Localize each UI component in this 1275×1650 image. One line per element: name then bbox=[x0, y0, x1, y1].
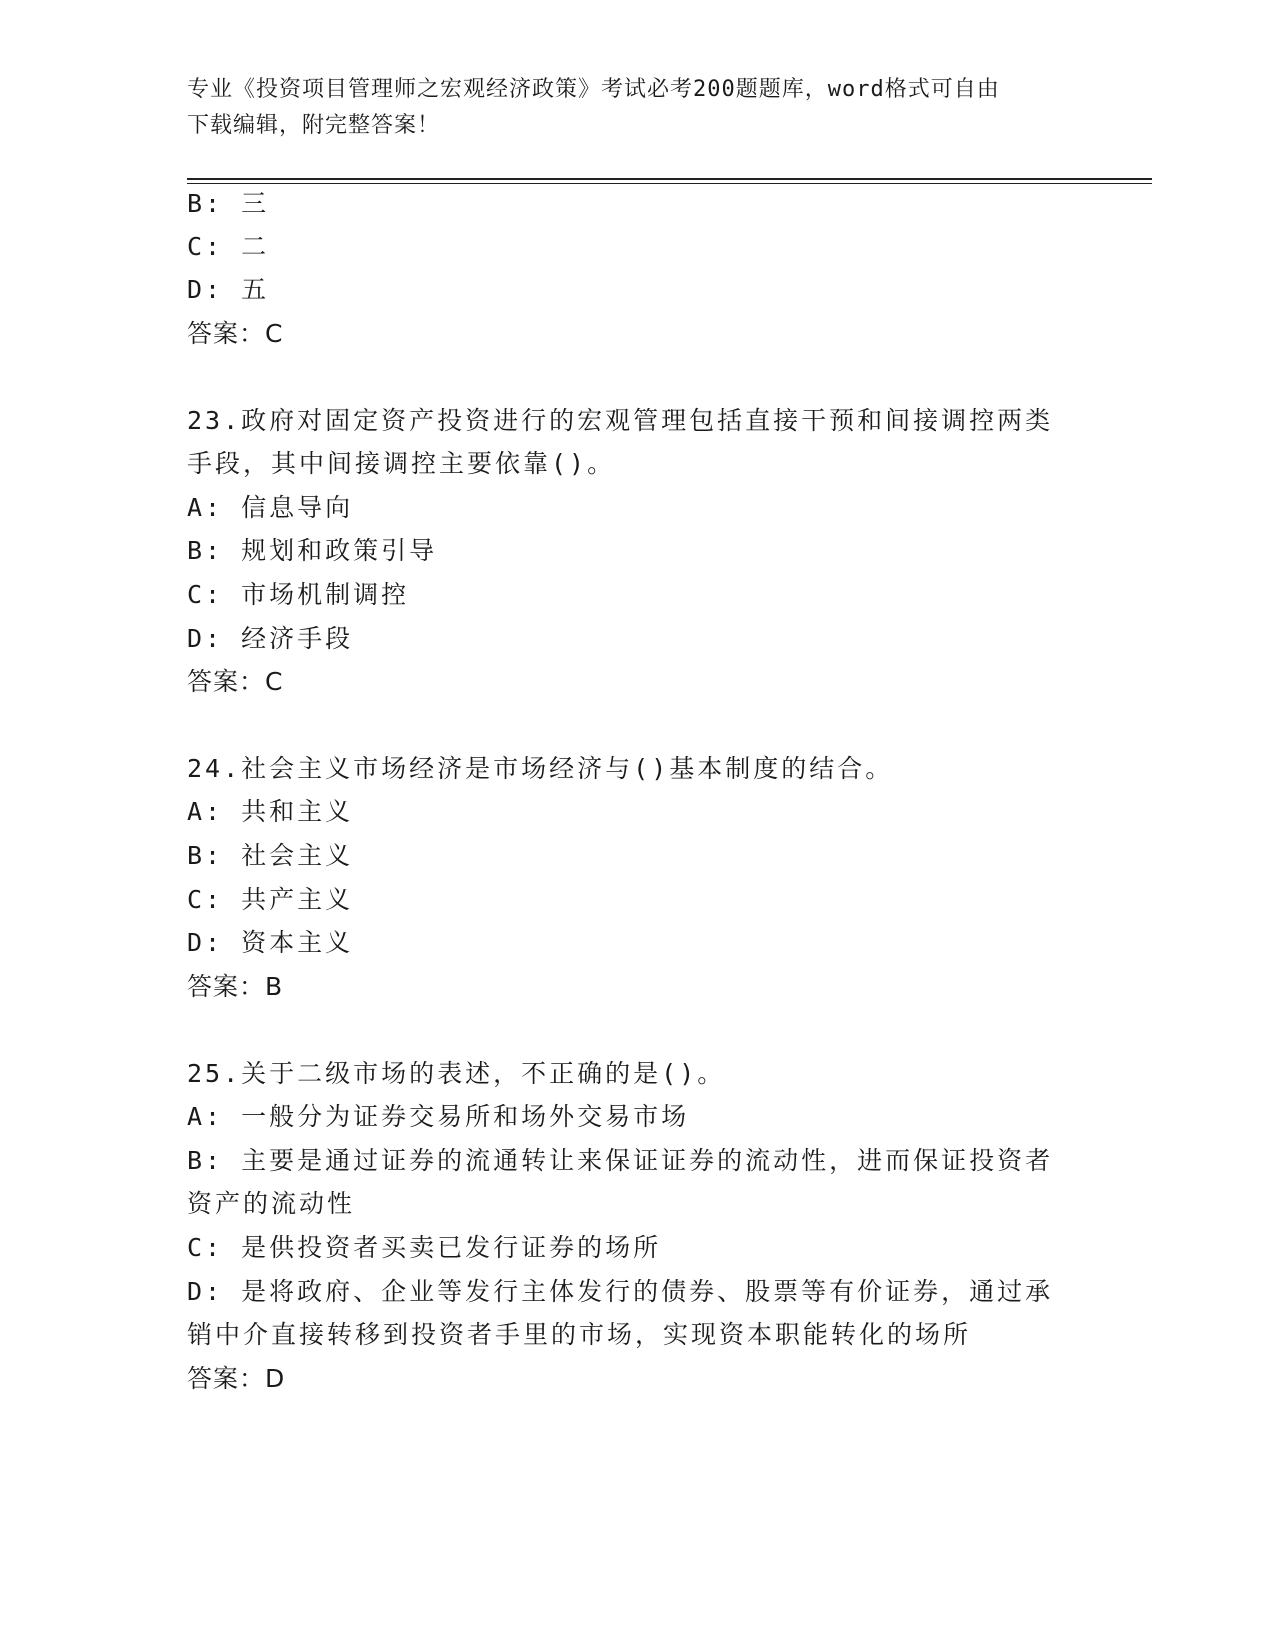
q23-answer: 答案：C bbox=[187, 667, 284, 696]
q23-option-b: B: 规划和政策引导 bbox=[187, 536, 438, 565]
q24-option-d: D: 资本主义 bbox=[187, 928, 354, 957]
prev-option-c: C: 二 bbox=[187, 232, 270, 261]
q25-option-b-line-2: 资产的流动性 bbox=[187, 1189, 356, 1218]
q25-option-d-line-1: D: 是将政府、企业等发行主体发行的债券、股票等有价证券，通过承 bbox=[187, 1277, 1054, 1306]
q23-option-a: A: 信息导向 bbox=[187, 493, 354, 522]
q25-option-a: A: 一般分为证券交易所和场外交易市场 bbox=[187, 1102, 690, 1131]
header-line-2: 下载编辑，附完整答案！ bbox=[187, 113, 441, 138]
q23-stem-line-2: 手段，其中间接调控主要依靠()。 bbox=[187, 449, 616, 478]
q24-stem-line-1: 24.社会主义市场经济是市场经济与()基本制度的结合。 bbox=[187, 754, 894, 783]
q24-option-b: B: 社会主义 bbox=[187, 841, 354, 870]
header-divider-thick bbox=[187, 178, 1152, 180]
q25-answer: 答案：D bbox=[187, 1364, 286, 1393]
q25-option-b-line-1: B: 主要是通过证券的流通转让来保证证券的流动性，进而保证投资者 bbox=[187, 1146, 1054, 1175]
q25-option-d-line-2: 销中介直接转移到投资者手里的市场，实现资本职能转化的场所 bbox=[187, 1320, 972, 1349]
q25-stem-line-1: 25.关于二级市场的表述，不正确的是()。 bbox=[187, 1059, 726, 1088]
q24-answer: 答案：B bbox=[187, 972, 284, 1001]
prev-option-d: D: 五 bbox=[187, 275, 270, 304]
document-header bbox=[187, 72, 1067, 144]
q23-stem-line-1: 23.政府对固定资产投资进行的宏观管理包括直接干预和间接调控两类 bbox=[187, 406, 1054, 435]
prev-answer: 答案：C bbox=[187, 319, 284, 348]
q24-option-c: C: 共产主义 bbox=[187, 885, 354, 914]
header-line-1: 专业《投资项目管理师之宏观经济政策》考试必考200题题库，word格式可自由 bbox=[187, 77, 1000, 102]
q23-option-c: C: 市场机制调控 bbox=[187, 580, 410, 609]
q24-option-a: A: 共和主义 bbox=[187, 797, 354, 826]
q25-option-c: C: 是供投资者买卖已发行证券的场所 bbox=[187, 1233, 662, 1262]
prev-option-b: B: 三 bbox=[187, 189, 270, 218]
q23-option-d: D: 经济手段 bbox=[187, 624, 354, 653]
